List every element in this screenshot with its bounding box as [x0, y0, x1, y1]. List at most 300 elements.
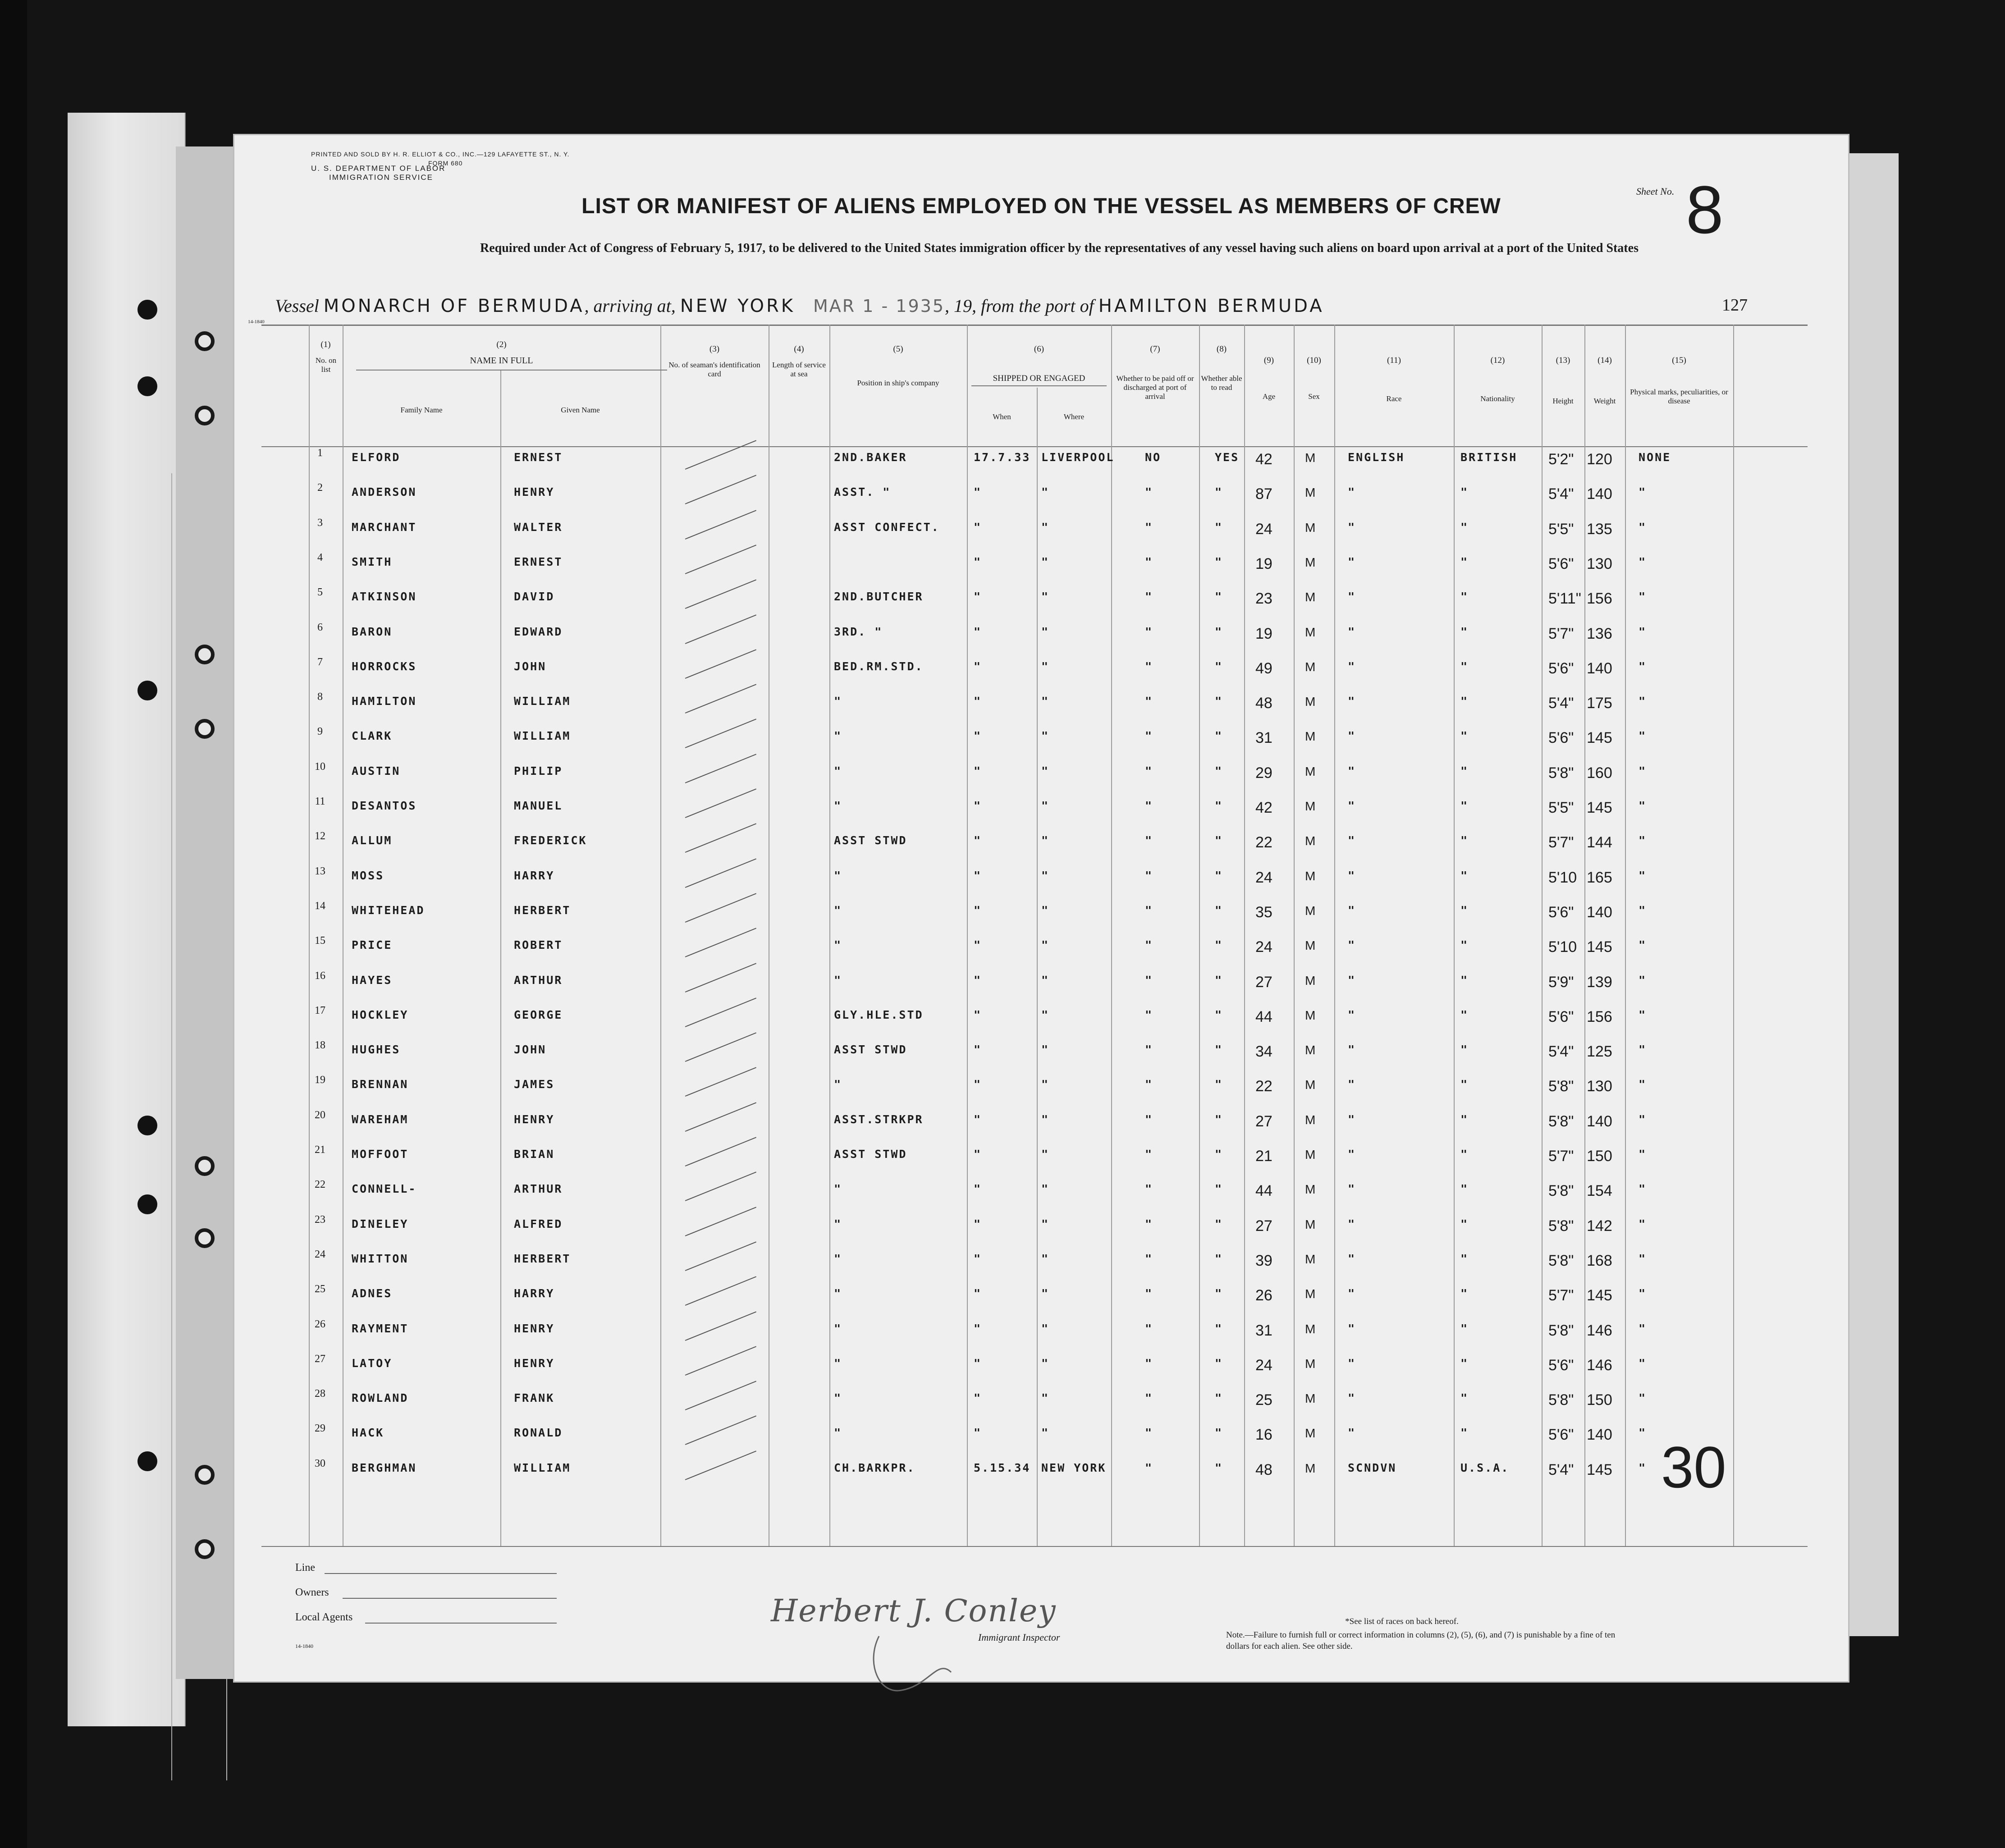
cell-sex: M	[1305, 974, 1316, 988]
cell-no: 20	[315, 1109, 325, 1121]
cell-when: "	[974, 764, 982, 778]
cell-age: 34	[1255, 1043, 1273, 1060]
cell-no: 1	[317, 447, 323, 459]
header-sex: Sex	[1308, 392, 1320, 401]
cell-where: "	[1041, 1217, 1050, 1230]
vessel-line: Vessel MONARCH OF BERMUDA, arriving at, NEW YORK MAR 1 - 1935, 19, from the port of HAMILTON BERMUDA	[275, 296, 1324, 316]
cell-given: HENRY	[514, 1357, 555, 1370]
cell-nationality: BRITISH	[1460, 451, 1518, 464]
id-card-pen-stroke	[685, 475, 756, 504]
header-paid-off: Whether to be paid off or discharged at port of arrival	[1116, 374, 1194, 401]
arrival-port: NEW YORK	[680, 296, 795, 316]
cell-where: "	[1041, 764, 1050, 778]
cell-where: "	[1041, 799, 1050, 812]
cell-paid-off: "	[1145, 485, 1154, 499]
cell-race: "	[1348, 695, 1356, 708]
binder-ring	[195, 1465, 215, 1485]
cell-marks: "	[1639, 1217, 1647, 1230]
cell-sex: M	[1305, 1182, 1316, 1196]
cell-nationality: "	[1460, 1391, 1469, 1404]
cell-height: 5'8"	[1548, 1252, 1574, 1269]
cell-when: "	[974, 974, 982, 987]
cell-family: HOCKLEY	[352, 1008, 409, 1021]
cell-when: "	[974, 590, 982, 603]
cell-nationality: "	[1460, 1182, 1469, 1195]
cell-position: 2ND.BUTCHER	[834, 590, 924, 603]
cell-nationality: "	[1460, 1217, 1469, 1230]
cell-family: DESANTOS	[352, 799, 417, 812]
cell-read: "	[1215, 938, 1223, 951]
cell-nationality: "	[1460, 764, 1469, 778]
cell-marks: "	[1639, 1148, 1647, 1161]
cell-family: ELFORD	[352, 451, 401, 464]
cell-family: RAYMENT	[352, 1322, 409, 1335]
cell-nationality: "	[1460, 660, 1469, 673]
cell-race: "	[1348, 974, 1356, 987]
cell-position: 2ND.BAKER	[834, 451, 907, 464]
cell-position: "	[834, 764, 842, 778]
cell-paid-off: "	[1145, 1148, 1154, 1161]
cell-where: "	[1041, 974, 1050, 987]
cell-family: WHITEHEAD	[352, 904, 425, 917]
header-no-on-list: No. on list	[315, 356, 337, 374]
cell-height: 5'8"	[1548, 1182, 1574, 1199]
id-card-pen-stroke	[685, 1241, 756, 1271]
cell-position: "	[834, 1252, 842, 1265]
cell-height: 5'4"	[1548, 1461, 1574, 1478]
owners-label: Owners	[295, 1587, 329, 1598]
id-card-pen-stroke	[685, 1381, 756, 1410]
cell-read: "	[1215, 1078, 1223, 1091]
cell-age: 44	[1255, 1182, 1273, 1199]
header-height: Height	[1552, 397, 1574, 405]
header-when: When	[993, 412, 1011, 421]
cell-sex: M	[1305, 1148, 1316, 1162]
cell-height: 5'5"	[1548, 521, 1574, 538]
header-name-in-full: NAME IN FULL	[470, 356, 533, 366]
cell-where: "	[1041, 869, 1050, 882]
cell-age: 24	[1255, 1357, 1273, 1374]
cell-weight: 130	[1587, 555, 1612, 572]
cell-position: ASST. "	[834, 485, 891, 499]
cell-family: LATOY	[352, 1357, 393, 1370]
id-card-pen-stroke	[685, 1032, 756, 1062]
form-code-footer: 14-1840	[295, 1643, 313, 1649]
cell-no: 21	[315, 1144, 325, 1156]
cell-family: PRICE	[352, 938, 393, 951]
cell-paid-off: "	[1145, 625, 1154, 638]
cell-no: 12	[315, 830, 325, 842]
cell-marks: "	[1639, 869, 1647, 882]
cell-when: "	[974, 485, 982, 499]
cell-given: EDWARD	[514, 625, 563, 638]
cell-height: 5'8"	[1548, 1322, 1574, 1339]
cell-where: "	[1041, 1426, 1050, 1439]
cell-age: 48	[1255, 695, 1273, 712]
cell-race: "	[1348, 938, 1356, 951]
cell-marks: NONE	[1639, 451, 1671, 464]
cell-where: "	[1041, 695, 1050, 708]
cell-no: 16	[315, 970, 325, 982]
cell-marks: "	[1639, 1113, 1647, 1126]
cell-when: "	[974, 869, 982, 882]
cell-marks: "	[1639, 1322, 1647, 1335]
cell-sex: M	[1305, 1252, 1316, 1266]
cell-height: 5'9"	[1548, 974, 1574, 991]
cell-family: HACK	[352, 1426, 385, 1439]
cell-sex: M	[1305, 799, 1316, 813]
cell-marks: "	[1639, 1391, 1647, 1404]
cell-nationality: "	[1460, 590, 1469, 603]
cell-weight: 125	[1587, 1043, 1612, 1060]
cell-sex: M	[1305, 764, 1316, 778]
cell-paid-off: "	[1145, 1426, 1154, 1439]
cell-sex: M	[1305, 555, 1316, 569]
cell-given: ERNEST	[514, 451, 563, 464]
cell-read: "	[1215, 834, 1223, 847]
cell-read: "	[1215, 1461, 1223, 1474]
cell-paid-off: "	[1145, 590, 1154, 603]
id-card-pen-stroke	[685, 1207, 756, 1236]
cell-sex: M	[1305, 1322, 1316, 1336]
cell-height: 5'11"	[1548, 590, 1581, 607]
cell-where: "	[1041, 1182, 1050, 1195]
cell-height: 5'6"	[1548, 1357, 1574, 1374]
cell-position: "	[834, 1391, 842, 1404]
cell-position: "	[834, 974, 842, 987]
cell-family: ALLUM	[352, 834, 393, 847]
header-family-name: Family Name	[400, 406, 443, 414]
id-card-pen-stroke	[685, 963, 756, 993]
cell-sex: M	[1305, 1078, 1316, 1092]
cell-race: "	[1348, 1252, 1356, 1265]
cell-race: "	[1348, 1182, 1356, 1195]
cell-race: "	[1348, 660, 1356, 673]
id-card-pen-stroke	[685, 718, 756, 748]
cell-paid-off: "	[1145, 695, 1154, 708]
cell-position: "	[834, 695, 842, 708]
cell-height: 5'7"	[1548, 834, 1574, 851]
cell-nationality: "	[1460, 695, 1469, 708]
cell-race: "	[1348, 1043, 1356, 1056]
cell-position: "	[834, 1182, 842, 1195]
cell-paid-off: "	[1145, 729, 1154, 742]
cell-race: "	[1348, 521, 1356, 534]
cell-weight: 168	[1587, 1252, 1612, 1269]
cell-when: "	[974, 1113, 982, 1126]
cell-age: 27	[1255, 974, 1273, 991]
cell-when: "	[974, 1217, 982, 1230]
cell-paid-off: "	[1145, 938, 1154, 951]
inspector-label: Immigrant Inspector	[978, 1632, 1060, 1643]
cell-no: 23	[315, 1214, 325, 1226]
cell-age: 42	[1255, 451, 1273, 468]
cell-no: 18	[315, 1039, 325, 1051]
sheet-label: Sheet No.	[1636, 186, 1675, 197]
cell-weight: 154	[1587, 1182, 1612, 1199]
cell-when: "	[974, 1391, 982, 1404]
cell-race: "	[1348, 1357, 1356, 1370]
cell-no: 11	[315, 796, 325, 807]
cell-paid-off: "	[1145, 1461, 1154, 1474]
cell-read: "	[1215, 1357, 1223, 1370]
cell-read: "	[1215, 729, 1223, 742]
cell-paid-off: "	[1145, 1182, 1154, 1195]
fine-note: Note.—Failure to furnish full or correct information in columns (2), (5), (6), and (7) is punishable by a fine of ten dollars for each alien. See other side.	[1226, 1630, 1616, 1651]
cell-marks: "	[1639, 1357, 1647, 1370]
cell-sex: M	[1305, 590, 1316, 604]
cell-position: GLY.HLE.STD	[834, 1008, 924, 1021]
cell-read: "	[1215, 1182, 1223, 1195]
binder-ring	[195, 406, 215, 425]
cell-age: 29	[1255, 764, 1273, 782]
cell-read: "	[1215, 695, 1223, 708]
cell-race: "	[1348, 590, 1356, 603]
cell-sex: M	[1305, 1391, 1316, 1405]
cell-age: 22	[1255, 834, 1273, 851]
cell-nationality: "	[1460, 1357, 1469, 1370]
cell-where: "	[1041, 590, 1050, 603]
cell-when: "	[974, 1148, 982, 1161]
id-card-pen-stroke	[685, 1346, 756, 1376]
cell-when: "	[974, 1008, 982, 1021]
cell-race: "	[1348, 799, 1356, 812]
cell-height: 5'4"	[1548, 1043, 1574, 1060]
cell-height: 5'7"	[1548, 1287, 1574, 1304]
cell-race: "	[1348, 1217, 1356, 1230]
cell-nationality: "	[1460, 729, 1469, 742]
cell-sex: M	[1305, 834, 1316, 848]
id-card-pen-stroke	[685, 1450, 756, 1480]
cell-read: "	[1215, 1113, 1223, 1126]
binder-ring	[195, 719, 215, 739]
cell-no: 24	[315, 1249, 325, 1260]
line-label: Line	[295, 1562, 315, 1574]
form-subtitle: Required under Act of Congress of February 5, 1917, to be delivered to the United States immigration officer by the representatives of any vessel having such aliens on board upon arrival at a port of the United States	[480, 241, 1639, 255]
cell-given: WILLIAM	[514, 729, 571, 742]
cell-family: DINELEY	[352, 1217, 409, 1230]
cell-where: "	[1041, 729, 1050, 742]
id-card-pen-stroke	[685, 649, 756, 679]
page-number: 127	[1722, 296, 1748, 315]
cell-age: 35	[1255, 904, 1273, 921]
cell-height: 5'6"	[1548, 660, 1574, 677]
cell-when: "	[974, 1182, 982, 1195]
cell-no: 8	[317, 691, 323, 703]
cell-position: "	[834, 938, 842, 951]
cell-read: "	[1215, 660, 1223, 673]
cell-nationality: "	[1460, 1008, 1469, 1021]
cell-weight: 145	[1587, 799, 1612, 816]
cell-no: 15	[315, 935, 325, 947]
cell-where: "	[1041, 521, 1050, 534]
cell-paid-off: "	[1145, 1287, 1154, 1300]
cell-position: "	[834, 1322, 842, 1335]
cell-family: WAREHAM	[352, 1113, 409, 1126]
cell-where: "	[1041, 1287, 1050, 1300]
cell-where: NEW YORK	[1041, 1461, 1107, 1474]
cell-age: 31	[1255, 1322, 1273, 1339]
cell-height: 5'8"	[1548, 1078, 1574, 1095]
cell-paid-off: "	[1145, 1391, 1154, 1404]
cell-weight: 139	[1587, 974, 1612, 991]
cell-marks: "	[1639, 1287, 1647, 1300]
cell-weight: 156	[1587, 1008, 1612, 1025]
cell-age: 24	[1255, 938, 1273, 956]
id-card-pen-stroke	[685, 1415, 756, 1445]
cell-sex: M	[1305, 869, 1316, 883]
punch-hole	[137, 1451, 157, 1471]
cell-where: "	[1041, 1322, 1050, 1335]
cell-nationality: "	[1460, 834, 1469, 847]
cell-nationality: "	[1460, 1043, 1469, 1056]
cell-where: "	[1041, 1043, 1050, 1056]
total-count-annotation: 30	[1661, 1434, 1726, 1500]
header-where: Where	[1063, 412, 1085, 421]
cell-race: "	[1348, 764, 1356, 778]
cell-read: YES	[1215, 451, 1240, 464]
cell-family: WHITTON	[352, 1252, 409, 1265]
cell-where: "	[1041, 1391, 1050, 1404]
cell-height: 5'6"	[1548, 1008, 1574, 1025]
id-card-pen-stroke	[685, 1311, 756, 1341]
cell-weight: 140	[1587, 904, 1612, 921]
cell-weight: 135	[1587, 521, 1612, 538]
cell-marks: "	[1639, 1461, 1647, 1474]
id-card-pen-stroke	[685, 544, 756, 574]
cell-read: "	[1215, 1148, 1223, 1161]
cell-where: "	[1041, 1078, 1050, 1091]
races-note: *See list of races on back hereof.	[1345, 1617, 1459, 1626]
back-sheet-right	[1844, 153, 1899, 1636]
id-card-pen-stroke	[685, 997, 756, 1027]
punch-hole	[137, 681, 157, 700]
cell-position: ASST STWD	[834, 834, 907, 847]
cell-weight: 146	[1587, 1357, 1612, 1374]
id-card-pen-stroke	[685, 928, 756, 957]
cell-paid-off: "	[1145, 1322, 1154, 1335]
cell-nationality: "	[1460, 869, 1469, 882]
department-heading: U. S. DEPARTMENT OF LABOR IMMIGRATION SERVICE	[311, 164, 446, 182]
cell-given: WILLIAM	[514, 695, 571, 708]
cell-nationality: "	[1460, 799, 1469, 812]
cell-weight: 145	[1587, 1287, 1612, 1304]
cell-age: 26	[1255, 1287, 1273, 1304]
cell-height: 5'2"	[1548, 451, 1574, 468]
cell-marks: "	[1639, 1008, 1647, 1021]
cell-marks: "	[1639, 1182, 1647, 1195]
id-card-pen-stroke	[685, 579, 756, 609]
cell-sex: M	[1305, 1008, 1316, 1022]
cell-given: MANUEL	[514, 799, 563, 812]
cell-weight: 140	[1587, 660, 1612, 677]
cell-nationality: "	[1460, 1322, 1469, 1335]
cell-paid-off: "	[1145, 974, 1154, 987]
cell-age: 39	[1255, 1252, 1273, 1269]
cell-age: 44	[1255, 1008, 1273, 1025]
cell-where: "	[1041, 1148, 1050, 1161]
cell-given: BRIAN	[514, 1148, 555, 1161]
cell-marks: "	[1639, 974, 1647, 987]
cell-no: 4	[317, 552, 323, 563]
cell-given: HENRY	[514, 1113, 555, 1126]
cell-nationality: "	[1460, 1426, 1469, 1439]
cell-paid-off: "	[1145, 521, 1154, 534]
cell-when: "	[974, 799, 982, 812]
inspector-signature: Herbert J. Conley	[771, 1593, 1057, 1629]
cell-read: "	[1215, 1426, 1223, 1439]
cell-where: "	[1041, 485, 1050, 499]
cell-marks: "	[1639, 521, 1647, 534]
cell-given: JAMES	[514, 1078, 555, 1091]
cell-weight: 130	[1587, 1078, 1612, 1095]
cell-age: 22	[1255, 1078, 1273, 1095]
cell-family: BRENNAN	[352, 1078, 409, 1091]
cell-position: ASST CONFECT.	[834, 521, 940, 534]
cell-when: "	[974, 1322, 982, 1335]
cell-where: "	[1041, 1113, 1050, 1126]
cell-paid-off: "	[1145, 869, 1154, 882]
header-length-of-service: Length of service at sea	[772, 361, 826, 378]
cell-sex: M	[1305, 521, 1316, 535]
signature-flourish	[861, 1632, 969, 1704]
header-race: Race	[1386, 394, 1402, 403]
cell-nationality: "	[1460, 625, 1469, 638]
cell-age: 49	[1255, 660, 1273, 677]
cell-nationality: "	[1460, 485, 1469, 499]
cell-nationality: "	[1460, 974, 1469, 987]
cell-paid-off: "	[1145, 799, 1154, 812]
binder-ring	[195, 331, 215, 351]
cell-where: LIVERPOOL	[1041, 451, 1115, 464]
cell-family: MARCHANT	[352, 521, 417, 534]
cell-given: GEORGE	[514, 1008, 563, 1021]
cell-height: 5'8"	[1548, 1113, 1574, 1130]
cell-sex: M	[1305, 451, 1316, 465]
cell-race: "	[1348, 1287, 1356, 1300]
id-card-pen-stroke	[685, 1102, 756, 1132]
cell-no: 26	[315, 1318, 325, 1330]
cell-nationality: "	[1460, 938, 1469, 951]
local-agents-label: Local Agents	[295, 1611, 353, 1623]
cell-when: "	[974, 1426, 982, 1439]
cell-given: HARRY	[514, 869, 555, 882]
cell-weight: 136	[1587, 625, 1612, 642]
cell-where: "	[1041, 938, 1050, 951]
header-nationality: Nationality	[1480, 394, 1515, 403]
cell-race: "	[1348, 1322, 1356, 1335]
cell-no: 30	[315, 1458, 325, 1469]
cell-height: 5'7"	[1548, 625, 1574, 642]
cell-position: "	[834, 1357, 842, 1370]
cell-weight: 150	[1587, 1148, 1612, 1165]
cell-read: "	[1215, 799, 1223, 812]
id-card-pen-stroke	[685, 1137, 756, 1166]
cell-position: "	[834, 1217, 842, 1230]
cell-race: "	[1348, 1078, 1356, 1091]
cell-no: 13	[315, 865, 325, 877]
cell-no: 14	[315, 900, 325, 912]
cell-read: "	[1215, 974, 1223, 987]
cell-height: 5'6"	[1548, 555, 1574, 572]
cell-family: BARON	[352, 625, 393, 638]
cell-height: 5'5"	[1548, 799, 1574, 816]
cell-height: 5'10	[1548, 869, 1577, 886]
cell-age: 25	[1255, 1391, 1273, 1409]
cell-paid-off: NO	[1145, 451, 1162, 464]
cell-race: "	[1348, 625, 1356, 638]
cell-age: 19	[1255, 625, 1273, 642]
